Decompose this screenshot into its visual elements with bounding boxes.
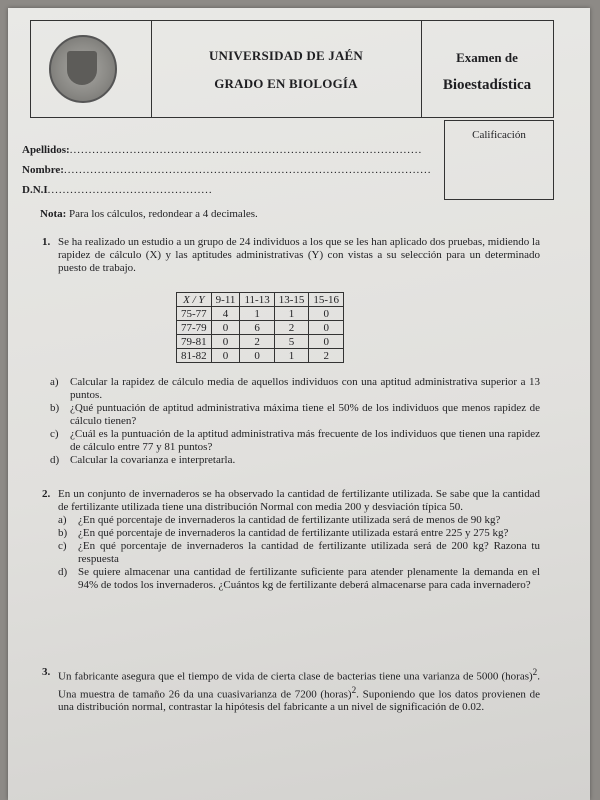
row-label: 75-77 [177, 307, 212, 321]
question-number: 1. [42, 236, 51, 248]
surname-field [22, 144, 422, 156]
table-cell: 0 [309, 321, 344, 335]
subitem-c [58, 540, 540, 566]
subitem-a [58, 514, 540, 527]
degree-name: GRADO EN BIOLOGÍA [214, 76, 358, 91]
table-cell: 0 [211, 335, 240, 349]
table-cell: 2 [240, 335, 274, 349]
table-row [177, 349, 344, 363]
note-text: Para los cálculos, redondear a 4 decimales. [66, 208, 258, 220]
subitem-a [50, 376, 540, 402]
table-col-header: 11-13 [240, 293, 274, 307]
exam-sheet [8, 8, 590, 800]
question-text-part: . Suponiendo que los datos provienen de una distribución normal, contrastar la hipótesis del fabricante a un nivel de significación de 0.02. [58, 688, 540, 714]
subitem-text: Calcular la covarianza e interpretarla. [70, 454, 236, 466]
table-cell: 0 [309, 335, 344, 349]
table-row [177, 335, 344, 349]
note-label: Nota: [40, 208, 67, 220]
superscript: 2 [351, 684, 357, 695]
note [40, 208, 258, 220]
subitem-c [50, 428, 540, 454]
surname-label: Apellidos: [22, 144, 70, 156]
question-1 [42, 236, 540, 275]
dni-dots: ............................................ [47, 184, 213, 196]
table-cell: 0 [309, 307, 344, 321]
header-box [30, 20, 554, 118]
question-3 [42, 666, 540, 714]
question-1-subitems [50, 376, 540, 467]
subitem-b [50, 402, 540, 428]
superscript: 2 [532, 667, 538, 677]
row-label: 81-82 [177, 349, 212, 363]
table-cell: 5 [274, 335, 309, 349]
question-text-part: Un fabricante asegura que el tiempo de vida de cierta clase de bacterias tiene una varianza de 5000 (horas) [58, 670, 533, 683]
question-text [58, 666, 540, 714]
exam-label: Examen de [456, 50, 518, 65]
title-cell [151, 21, 422, 117]
table-col-header: 13-15 [274, 293, 309, 307]
subitem-text: ¿En qué porcentaje de invernaderos la cantidad de fertilizante utilizada será de 200 kg? Razona tu respuesta [78, 540, 540, 565]
table-cell: 2 [309, 349, 344, 363]
university-seal-icon [49, 35, 117, 103]
subitem-text: Se quiere almacenar una cantidad de fertilizante suficiente para atender plenamente la demanda en el 94% de todos los invernaderos. ¿Cuántos kg de fertilizante deberá almacenarse para cada invernadero? [78, 566, 540, 591]
table-cell: 1 [274, 349, 309, 363]
surname-dots: .............................................................................................. [69, 144, 423, 156]
subitem-label: a) [50, 376, 59, 388]
university-name: UNIVERSIDAD DE JAÉN [208, 48, 364, 63]
subitem-text: ¿En qué porcentaje de invernaderos la cantidad de fertilizante utilizada será de menos de 90 kg? [78, 514, 501, 526]
seal-shield [67, 51, 97, 85]
grade-box [444, 120, 554, 200]
question-number: 2. [42, 488, 51, 500]
table-corner: X / Y [177, 293, 212, 307]
table-col-header: 15-16 [309, 293, 344, 307]
table-row [177, 321, 344, 335]
table-cell: 0 [211, 349, 240, 363]
subject-cell [421, 21, 553, 117]
table-cell: 0 [240, 349, 274, 363]
subitem-label: d) [58, 566, 68, 578]
question-text-part: . Una muestra de tamaño 26 da una cuasivarianza de 7200 (horas) [58, 670, 540, 701]
name-dots: .................................................................................................. [63, 164, 432, 176]
question-2 [42, 488, 540, 592]
logo-cell [31, 21, 152, 117]
name-label: Nombre: [22, 164, 64, 176]
subitem-label: b) [50, 402, 60, 414]
row-label: 77-79 [177, 321, 212, 335]
row-label: 79-81 [177, 335, 212, 349]
subitem-text: ¿Cuál es la puntuación de la aptitud administrativa más frecuente de los individuos que tienen una rapidez de cálculo entre 77 y 81 puntos? [70, 428, 540, 453]
table-row [177, 307, 344, 321]
subitem-label: a) [58, 514, 67, 526]
subitem-d [50, 454, 540, 467]
subitem-text: ¿Qué puntuación de aptitud administrativa máxima tiene el 50% de los individuos que menos rapidez de cálculo tienen? [70, 402, 540, 427]
question-number: 3. [42, 666, 51, 678]
subitem-label: d) [50, 454, 60, 466]
question-text: Se ha realizado un estudio a un grupo de 24 individuos a los que se les han aplicado dos pruebas, midiendo la rapidez de cálculo (X) y las aptitudes administrativas (Y) con vistas a su selección para un determinado puesto de trabajo. [58, 236, 540, 274]
table-cell: 1 [274, 307, 309, 321]
frequency-table [176, 292, 344, 363]
table-header-row [177, 293, 344, 307]
subject-name: Bioestadística [442, 77, 532, 93]
table-cell: 2 [274, 321, 309, 335]
grade-label: Calificación [472, 129, 526, 141]
table-col-header: 9-11 [211, 293, 240, 307]
subitem-d [58, 566, 540, 592]
table-cell: 1 [240, 307, 274, 321]
table-cell: 6 [240, 321, 274, 335]
subitem-b [58, 527, 540, 540]
question-text: En un conjunto de invernaderos se ha observado la cantidad de fertilizante utilizada. Se sabe que la cantidad de fertilizante utilizada tiene una distribución Normal con media 200 y desviación típica 50. [58, 488, 540, 513]
table-cell: 4 [211, 307, 240, 321]
dni-label: D.N.I [22, 184, 48, 196]
subitem-text: Calcular la rapidez de cálculo media de aquellos individuos con una aptitud administrativa superior a 13 puntos. [70, 376, 540, 401]
subitem-text: ¿En qué porcentaje de invernaderos la cantidad de fertilizante utilizada estará entre 225 y 275 kg? [78, 527, 509, 539]
subitem-label: b) [58, 527, 68, 539]
name-field [22, 164, 431, 176]
subitem-label: c) [50, 428, 59, 440]
subitem-label: c) [58, 540, 67, 552]
table-cell: 0 [211, 321, 240, 335]
dni-field [22, 184, 213, 196]
